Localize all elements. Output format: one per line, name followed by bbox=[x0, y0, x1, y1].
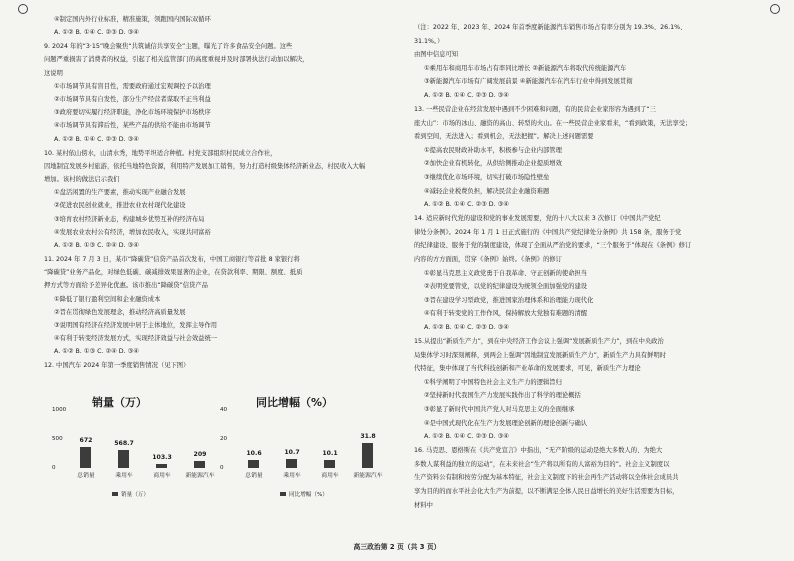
text-line: 座大山”：市场的冰山、融资的高山、转型的火山。在一些民营企业家看来，“看到政策，无法享受； bbox=[414, 119, 692, 127]
chart-title-growth: 同比增幅（%） bbox=[256, 396, 334, 409]
text-line: ①乘用车和商用车市场占有率同比增长 ②新能源汽车将取代传统能源汽车 bbox=[424, 64, 627, 72]
category-label: 总销量 bbox=[245, 473, 263, 479]
text-line: 享为目的的而水平社会化大生产为前提，以不断满足全体人民日益增长的美好生活需要为目标， bbox=[414, 488, 679, 495]
text-line: ③培育农村经济新业态，构建城乡优势互补的经济布局 bbox=[54, 215, 205, 223]
bar bbox=[118, 450, 129, 468]
bar bbox=[362, 443, 373, 468]
bar bbox=[194, 461, 205, 468]
text-line: 由图中信息可知 bbox=[414, 51, 459, 59]
y-tick-label: 500 bbox=[52, 436, 63, 442]
category-label: 新能源汽车 bbox=[185, 473, 215, 479]
answer-options: A. ①② B. ①④ C. ②③ D. ③④ bbox=[424, 324, 509, 331]
y-tick-label: 0 bbox=[52, 465, 56, 471]
text-line: ①彰显马克思主义政党勇于自我革命、守正创新的使命担当 bbox=[424, 269, 588, 277]
text-line: ④市场调节具有滞后性，某些产品的供给不能由市场调节 bbox=[54, 122, 211, 130]
bar bbox=[80, 447, 91, 468]
data-label: 209 bbox=[193, 451, 207, 459]
category-label: 乘用车 bbox=[283, 473, 301, 479]
answer-options: A. ①② B. ①③ C. ②④ D. ③④ bbox=[54, 242, 139, 249]
data-label: 568.7 bbox=[114, 439, 134, 447]
category-label: 商用车 bbox=[153, 473, 171, 479]
bar bbox=[324, 460, 335, 468]
text-line: ④制定国内外行业标准，精准施策，领跑国内国际双循环 bbox=[54, 16, 211, 23]
chart-title-sales: 销量（万） bbox=[92, 396, 147, 409]
text-line: “降碳贷”业务产品化，对绿色低碳、碳减排效果显著的企业，在贷款利率、期限、额度、抵质 bbox=[44, 269, 303, 277]
data-label: 10.7 bbox=[284, 449, 300, 457]
text-line: 31.1%。） bbox=[414, 37, 444, 45]
legend-swatch bbox=[280, 492, 286, 496]
text-line: ③彰显了新时代中国共产党人对马克思主义的全面继承 bbox=[424, 406, 575, 413]
registration-mark-icon bbox=[18, 4, 28, 14]
legend-label: 同比增幅（%） bbox=[289, 492, 328, 498]
text-line: ②加快企业有机转化，从供给侧推动企业提质增效 bbox=[424, 160, 562, 168]
text-line: 内容的方方面面，贯穿《条例》始终。《条例》的修订 bbox=[414, 256, 562, 263]
text-line: 这说明 bbox=[44, 69, 63, 77]
text-line: ①盘活闲置的生产要素，推动实现产业融合发展 bbox=[54, 189, 186, 197]
data-label: 103.3 bbox=[152, 454, 172, 461]
text-line: 10. 某村依山傍水，山清水秀，地势平坦适合种植。村党支部组织村民成立合作社， bbox=[44, 149, 277, 157]
y-tick-label: 1000 bbox=[52, 407, 67, 413]
text-line: 因地制宜发展乡村旅游，依托当地特色资源，利用特产发展加工销售，努力打造村级集体经济新业态，村民收入大幅 bbox=[44, 162, 366, 170]
text-line: ③继续优化市场环境，切实打破市场隐性壁垒 bbox=[424, 174, 550, 181]
text-line: 14. 适应新时代党的建设和党的事业发展需要，党的十八大以来 3 次修订《中国共产党纪 bbox=[414, 215, 661, 223]
answer-options: A. ①② B. ①③ C. ②④ D. ③④ bbox=[54, 348, 139, 356]
text-line: 看到空间，无法进入；看到机会，无法把握”。解决上述问题需要 bbox=[414, 133, 594, 141]
text-line: 的纪律建设、服务于党的制度建设，体现了全面从严治党的要求，“三个服务于”体现在《条例》修订 bbox=[414, 242, 692, 250]
text-line: 增加。该村的做法启示我们 bbox=[44, 176, 120, 183]
text-line: ①市场调节具有盲目性，需要政府通过宏观调控予以治理 bbox=[54, 82, 211, 90]
bar bbox=[286, 459, 297, 468]
text-line: ②坚持新时代我国生产力发展实践作出了科学的理论概括 bbox=[424, 392, 581, 400]
page-footer: 高三政治第 2 页（共 3 页） bbox=[353, 543, 441, 551]
text-line: ①提高农民财政补助水平，积极参与企业内部管理 bbox=[424, 146, 562, 154]
bar bbox=[248, 460, 259, 468]
text-line: 押方式等方面给予差异化优惠。该市推出“降碳贷”信贷产品 bbox=[44, 282, 208, 290]
text-line: 9. 2024 年的“3·15”晚会聚焦“共筑诚信共享安全”主题，曝光了许多食品安全问题。这些 bbox=[44, 43, 293, 51]
legend-swatch bbox=[112, 492, 118, 496]
data-label: 31.8 bbox=[360, 432, 376, 440]
answer-options: A. ①② B. ①④ C. ②③ D. ③④ bbox=[54, 29, 139, 37]
text-line: ②市场调节具有自发性，部分生产经营者谋取不正当利益 bbox=[54, 96, 211, 103]
text-line: ④减轻企业税费负担，解决民营企业融资难题 bbox=[424, 187, 550, 195]
text-line: ④有利于转变经济发展方式，实现经济效益与社会效益统一 bbox=[54, 335, 218, 343]
bar bbox=[156, 464, 167, 468]
text-line: ④有利于转变党的工作作风，保持解放大党独有难题的清醒 bbox=[424, 310, 588, 318]
category-label: 新能源汽车 bbox=[353, 473, 383, 479]
legend-label: 销量（万） bbox=[121, 492, 149, 498]
text-line: 13. 一些民营企业在经营发展中遇到不少困难和问题，有的民营企业家形容为遇到了“三 bbox=[414, 106, 656, 113]
data-label: 10.6 bbox=[246, 449, 262, 457]
text-line: 16. 马克思、恩格斯在《共产党宣言》中指出，“无产阶级的运动是绝大多数人的、为绝大 bbox=[414, 447, 663, 455]
answer-options: A. ①② B. ①④ C. ②③ D. ③④ bbox=[424, 433, 509, 441]
text-line: ④发展农业农村公有经济，增加农民收入，实现共同富裕 bbox=[54, 228, 211, 236]
y-tick-label: 20 bbox=[220, 436, 228, 442]
text-line: ②表明党要管党，以党的纪律建设为统领全面加强党的建设 bbox=[424, 283, 588, 291]
text-line: （注：2022 年、2023 年、2024 年首季度新能源汽车销售市场占有率分别为 19.3%、26.1%、 bbox=[414, 24, 687, 31]
text-line: ③旨在建设学习型政党，推进国家治理体系和治理能力现代化 bbox=[424, 296, 594, 304]
text-line: 12. 中国汽车 2024 年第一季度销售情况（见下图） bbox=[44, 362, 190, 370]
text-line: 律处分条例》。2024 年 1 月 1 日正式施行的《中国共产党纪律处分条例》共 158 条，服务于党 bbox=[414, 228, 682, 236]
answer-options: A. ①② B. ①④ C. ②③ D. ③④ bbox=[424, 92, 509, 99]
text-line: 11. 2024 年 7 月 3 日，某市“降碳贷”信贷产品首次发布，中国工商银行等首批 8 家银行将 bbox=[44, 256, 300, 263]
text-line: ①降低了银行盈利空间和企业融资成本 bbox=[54, 295, 161, 303]
registration-mark-icon bbox=[770, 4, 780, 14]
text-line: ③政府要切实履行经济职能，净化市场环境保护市场秩序 bbox=[54, 109, 211, 117]
text-line: 材料中 bbox=[414, 501, 433, 509]
text-line: ②旨在贯彻绿色发展理念，推动经济高质量发展 bbox=[54, 308, 186, 316]
text-line: 代特征，集中体现了当代科技创新和产业革命的发展要求，可见，新质生产力理论 bbox=[414, 365, 641, 373]
answer-options: A. ①② B. ①④ C. ②③ D. ③④ bbox=[54, 135, 139, 143]
text-line: 问题严重损害了消费者的权益，引起了相关监管部门的高度重视并及时部署执法行动加以解决， bbox=[44, 56, 309, 64]
y-tick-label: 40 bbox=[220, 407, 228, 413]
text-line: 多数人谋利益的独立的运动”，在未来社会“生产将以所有的人富裕为目的”。社会主义制度以 bbox=[414, 460, 670, 468]
text-line: ③新能源汽车市场有广阔发展前景 ④新能源汽车在汽车行业中得到发展贯彻 bbox=[424, 78, 633, 86]
text-line: 生产资料公有制和按劳分配为基本特征，社会主义制度下的社会再生产活动将以全体社会成员共 bbox=[414, 474, 679, 482]
category-label: 商用车 bbox=[321, 473, 339, 479]
sales-chart bbox=[44, 390, 394, 508]
answer-options: A. ①② B. ①④ C. ②③ D. ③④ bbox=[424, 201, 509, 209]
category-label: 总销量 bbox=[77, 473, 95, 479]
text-line: ③说明国有经济在经济发展中居于主体地位，发挥主导作用 bbox=[54, 322, 218, 329]
data-label: 672 bbox=[79, 436, 93, 444]
text-line: 局集体学习时深刻阐释，到两会上强调“因地制宜发展新质生产力”，新质生产力具有鲜明时 bbox=[414, 351, 667, 359]
data-label: 10.1 bbox=[322, 449, 338, 457]
text-line: 15.从提出“新质生产力”，到在中央经济工作会议上强调“发展新质生产力”，到在中央政治 bbox=[414, 338, 664, 345]
text-line: ②促进农民创业就业，推进农业农村现代化建设 bbox=[54, 202, 186, 210]
y-tick-label: 0 bbox=[220, 465, 224, 471]
text-line: ①科学阐明了中国特色社会主义生产力的逻辑旨归 bbox=[424, 378, 562, 386]
category-label: 乘用车 bbox=[115, 473, 133, 479]
text-line: ④是中国式现代化在生产力发展理论创新的理论创新与确认 bbox=[424, 419, 588, 427]
